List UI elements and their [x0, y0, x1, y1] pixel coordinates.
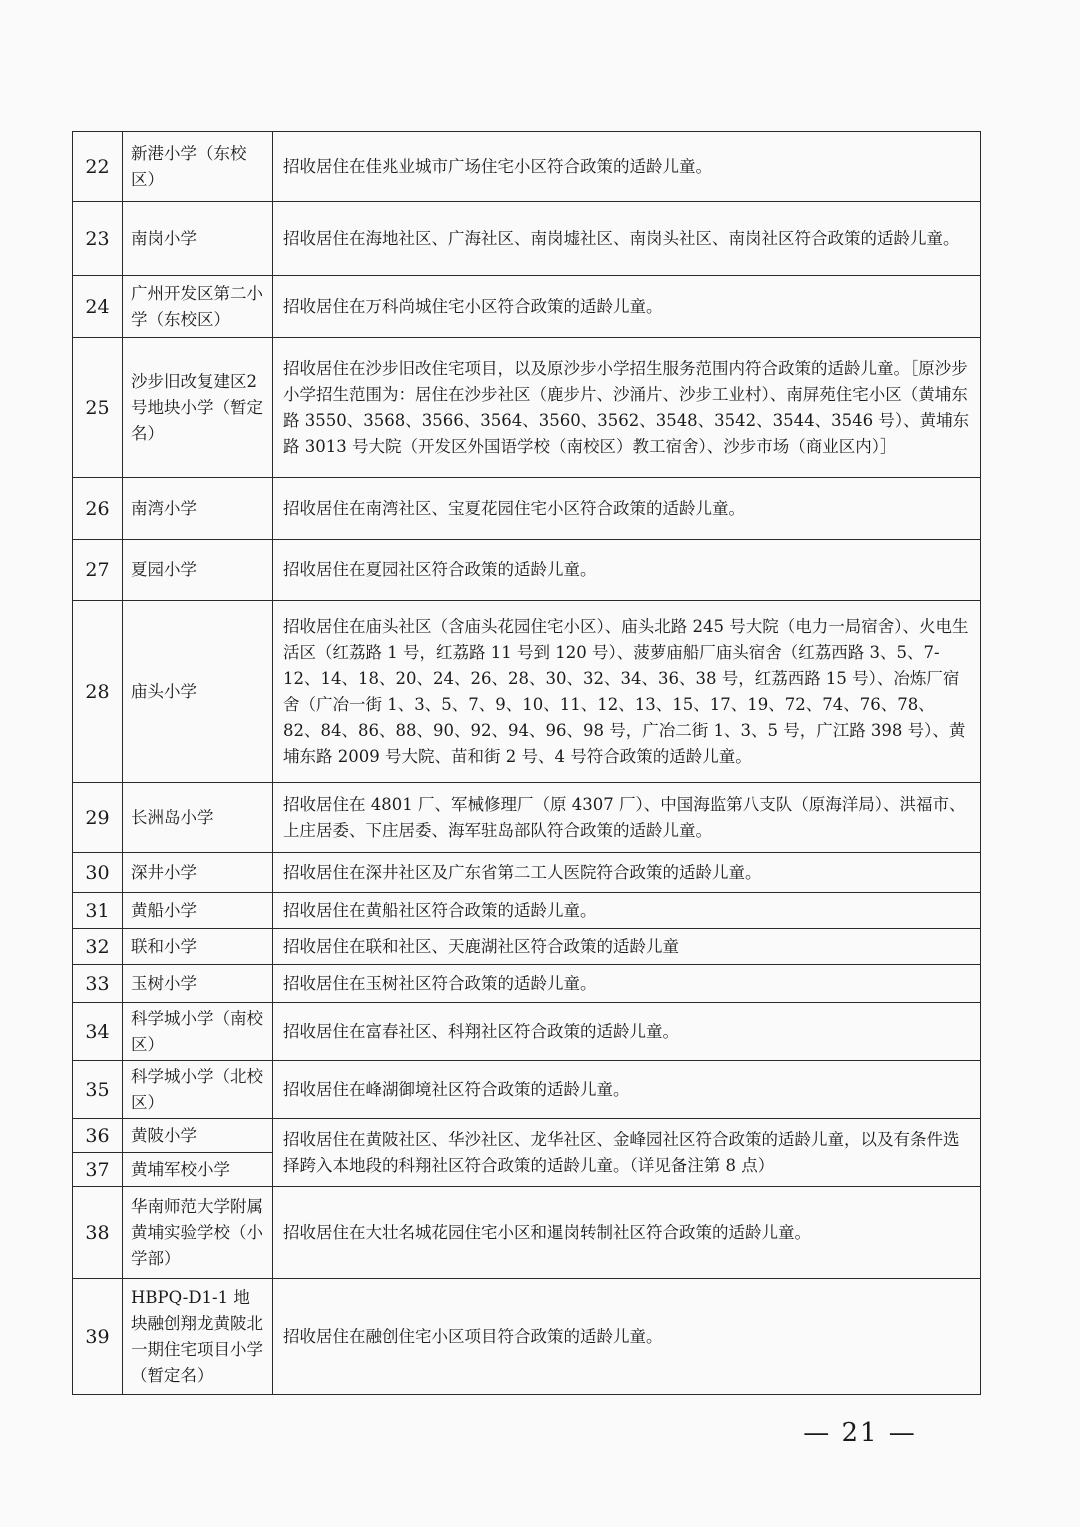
page-number: — 21 —: [803, 1418, 917, 1448]
school-name: 庙头小学: [123, 601, 273, 783]
enrollment-range: 招收居住在万科尚城住宅小区符合政策的适龄儿童。: [273, 276, 981, 338]
school-name: 黄陂小学: [123, 1119, 273, 1153]
enrollment-range: 招收居住在玉树社区符合政策的适龄儿童。: [273, 965, 981, 1003]
row-number: 26: [73, 478, 123, 540]
row-number: 36: [73, 1119, 123, 1153]
school-name: 南岗小学: [123, 202, 273, 276]
row-number: 37: [73, 1153, 123, 1187]
enrollment-range: 招收居住在夏园社区符合政策的适龄儿童。: [273, 540, 981, 601]
enrollment-range: 招收居住在大壮名城花园住宅小区和暹岗转制社区符合政策的适龄儿童。: [273, 1187, 981, 1279]
row-number: 34: [73, 1003, 123, 1061]
row-number: 25: [73, 338, 123, 478]
enrollment-range: 招收居住在佳兆业城市广场住宅小区符合政策的适龄儿童。: [273, 132, 981, 202]
enrollment-range: 招收居住在深井社区及广东省第二工人医院符合政策的适龄儿童。: [273, 853, 981, 893]
table-row: [73, 1003, 981, 1061]
row-number: 31: [73, 893, 123, 929]
school-name: 新港小学（东校区）: [123, 132, 273, 202]
school-name: 联和小学: [123, 929, 273, 965]
enrollment-range: 招收居住在富春社区、科翔社区符合政策的适龄儿童。: [273, 1003, 981, 1061]
table-row: [73, 783, 981, 853]
enrollment-range: 招收居住在黄船社区符合政策的适龄儿童。: [273, 893, 981, 929]
row-number: 29: [73, 783, 123, 853]
enrollment-range: 招收居住在沙步旧改住宅项目，以及原沙步小学招生服务范围内符合政策的适龄儿童。［原沙步小学招生范围为：居住在沙步社区（鹿步片、沙涌片、沙步工业村）、南屏苑住宅小区（黄埔东路 3550、3568、3566、3564、3560、3562、3548、3542、3544、3546 号）、黄埔东路 3013 号大院（开发区外国语学校（南校区）教工宿舍）、沙步市场（商业区内）］: [273, 338, 981, 478]
school-name: 南湾小学: [123, 478, 273, 540]
school-name: 玉树小学: [123, 965, 273, 1003]
table-row: [73, 1119, 981, 1153]
table-row: [73, 1187, 981, 1279]
table-row: [73, 276, 981, 338]
table-row: [73, 132, 981, 202]
school-enrollment-table: [72, 131, 981, 1395]
table-row: [73, 601, 981, 783]
row-number: 33: [73, 965, 123, 1003]
row-number: 28: [73, 601, 123, 783]
enrollment-range: 招收居住在 4801 厂、军械修理厂（原 4307 厂）、中国海监第八支队（原海洋局）、洪福市、上庄居委、下庄居委、海军驻岛部队符合政策的适龄儿童。: [273, 783, 981, 853]
table-row: [73, 478, 981, 540]
table-row: [73, 893, 981, 929]
school-name: 长洲岛小学: [123, 783, 273, 853]
enrollment-range: 招收居住在南湾社区、宝夏花园住宅小区符合政策的适龄儿童。: [273, 478, 981, 540]
table-row: [73, 202, 981, 276]
enrollment-range-merged: 招收居住在黄陂社区、华沙社区、龙华社区、金峰园社区符合政策的适龄儿童，以及有条件选择跨入本地段的科翔社区符合政策的适龄儿童。（详见备注第 8 点）: [273, 1119, 981, 1187]
row-number: 32: [73, 929, 123, 965]
school-name: 黄船小学: [123, 893, 273, 929]
table-row: [73, 965, 981, 1003]
row-number: 24: [73, 276, 123, 338]
enrollment-range: 招收居住在联和社区、天鹿湖社区符合政策的适龄儿童: [273, 929, 981, 965]
row-number: 30: [73, 853, 123, 893]
enrollment-range: 招收居住在海地社区、广海社区、南岗墟社区、南岗头社区、南岗社区符合政策的适龄儿童。: [273, 202, 981, 276]
table-row: [73, 1279, 981, 1395]
row-number: 27: [73, 540, 123, 601]
school-name: 沙步旧改复建区2号地块小学（暂定名）: [123, 338, 273, 478]
school-name: 华南师范大学附属黄埔实验学校（小学部）: [123, 1187, 273, 1279]
school-name: 深井小学: [123, 853, 273, 893]
table-row: [73, 540, 981, 601]
row-number: 39: [73, 1279, 123, 1395]
table-row: [73, 853, 981, 893]
school-name: 黄埔军校小学: [123, 1153, 273, 1187]
row-number: 38: [73, 1187, 123, 1279]
school-name: 科学城小学（北校区）: [123, 1061, 273, 1119]
row-number: 35: [73, 1061, 123, 1119]
school-name: 夏园小学: [123, 540, 273, 601]
school-name: 科学城小学（南校区）: [123, 1003, 273, 1061]
school-name: HBPQ-D1-1 地块融创翔龙黄陂北一期住宅项目小学（暂定名）: [123, 1279, 273, 1395]
enrollment-range: 招收居住在融创住宅小区项目符合政策的适龄儿童。: [273, 1279, 981, 1395]
table-row: [73, 929, 981, 965]
enrollment-range: 招收居住在庙头社区（含庙头花园住宅小区）、庙头北路 245 号大院（电力一局宿舍）、火电生活区（红荔路 1 号，红荔路 11 号到 120 号）、菠萝庙船厂庙头宿舍（红荔西路 3、5、7-12、14、18、20、24、26、28、30、32、34、36、38 号，红荔西路 15 号）、冶炼厂宿舍（广冶一街 1、3、5、7、9、10、11、12、13、15、17、19、72、74、76、78、82、84、86、88、90、92、94、96、98 号，广冶二街 1、3、5 号，广江路 398 号）、黄埔东路 2009 号大院、苗和街 2 号、4 号符合政策的适龄儿童。: [273, 601, 981, 783]
enrollment-range: 招收居住在峰湖御境社区符合政策的适龄儿童。: [273, 1061, 981, 1119]
school-name: 广州开发区第二小学（东校区）: [123, 276, 273, 338]
row-number: 23: [73, 202, 123, 276]
table-row: [73, 1061, 981, 1119]
table-row: [73, 338, 981, 478]
row-number: 22: [73, 132, 123, 202]
